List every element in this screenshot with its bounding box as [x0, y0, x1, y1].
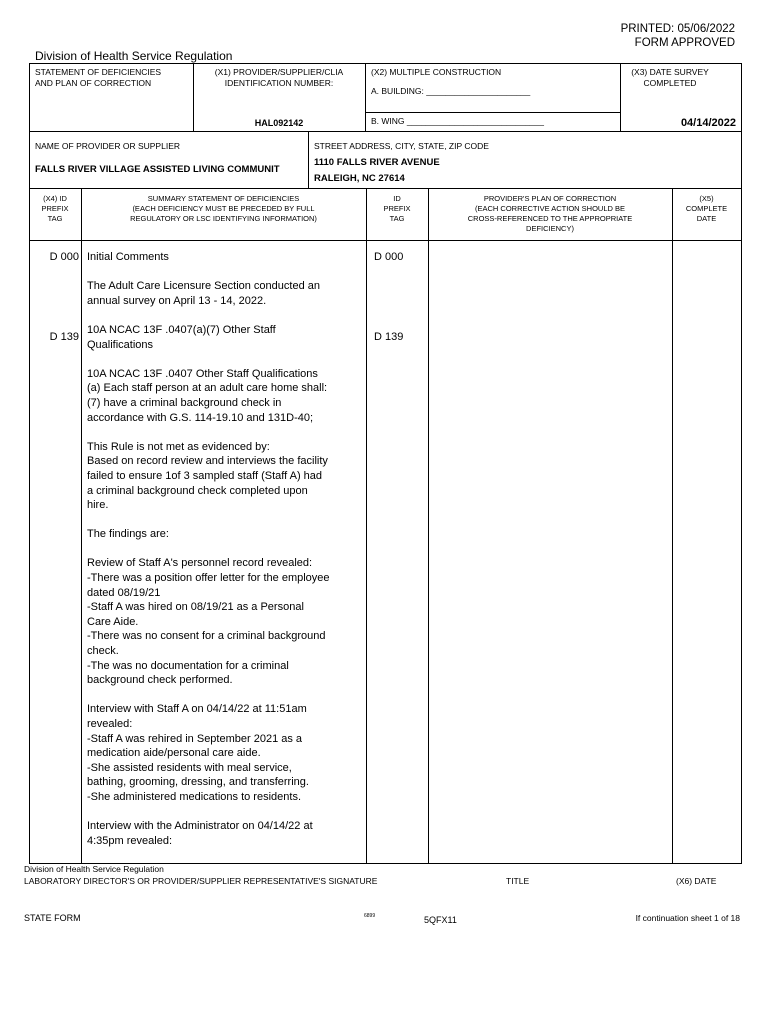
tag-d139-right: D 139 — [374, 331, 404, 343]
agency-title: Division of Health Service Regulation — [35, 49, 233, 63]
statement-label: STATEMENT OF DEFICIENCIES AND PLAN OF CORRECTION — [35, 67, 162, 88]
rule-title: 10A NCAC 13F .0407(a)(7) Other Staff Qualifications — [87, 323, 276, 351]
staff-a-interview: Interview with Staff A on 04/14/22 at 11:51am revealed: -Staff A was rehired in September 2021 as a medication aide/personal care aide. -She assisted residents with meal service, bathing, grooming, dressing, and transferring. -She administered medications to residents. — [87, 703, 309, 803]
provider-name: FALLS RIVER VILLAGE ASSISTED LIVING COMMUNIT — [35, 164, 280, 175]
wing-label: B. WING _____________________________ — [371, 116, 544, 126]
findings-heading: The findings are: — [87, 528, 169, 541]
address-line2: RALEIGH, NC 27614 — [314, 173, 405, 184]
survey-paragraph: The Adult Care Licensure Section conducted an annual survey on April 13 - 14, 2022. — [87, 280, 320, 307]
printed-date: PRINTED: 05/06/2022 — [620, 23, 735, 35]
col-x4-header: (X4) ID PREFIX TAG — [41, 194, 69, 223]
tag-d000-right: D 000 — [374, 251, 404, 263]
not-met-paragraph: This Rule is not met as evidenced by: Based on record review and interviews the facility failed to ensure 1of 3 sampled staff (Staff A) had a criminal background check completed upon hire. — [87, 440, 328, 512]
form-number: 6899 — [364, 913, 376, 919]
rule-text: 10A NCAC 13F .0407 Other Staff Qualifications (a) Each staff person at an adult care home shall: (7) have a criminal background check in accordance with G.S. 114-19.10 and 131D-40; — [87, 367, 328, 424]
tag-d000: D 000 — [49, 251, 79, 263]
col-id-header: ID PREFIX TAG — [383, 194, 411, 223]
tag-d139: D 139 — [49, 331, 79, 343]
footer-agency: Division of Health Service Regulation — [24, 864, 164, 874]
provider-name-label: NAME OF PROVIDER OR SUPPLIER — [35, 141, 180, 151]
x3-value: 04/14/2022 — [680, 117, 736, 129]
summary-text — [87, 250, 365, 863]
address-label: STREET ADDRESS, CITY, STATE, ZIP CODE — [314, 141, 489, 151]
state-form: STATE FORM — [24, 913, 81, 923]
signature-label: LABORATORY DIRECTOR'S OR PROVIDER/SUPPLIER REPRESENTATIVE'S SIGNATURE — [24, 876, 378, 886]
col-x5-header: (X5) COMPLETE DATE — [685, 194, 728, 223]
form-code: 5QFX11 — [424, 915, 457, 925]
personnel-review: Review of Staff A's personnel record revealed: -There was a position offer letter for the employee dated 08/19/21 -Staff A was hired on 08/19/21 as a Personal Care Aide. -There was no consent for a criminal background check. -The was no documentation for a criminal background check performed. — [87, 557, 330, 687]
x6-date-label: (X6) DATE — [676, 876, 717, 886]
title-label: TITLE — [506, 876, 530, 886]
col-summary-header: SUMMARY STATEMENT OF DEFICIENCIES (EACH DEFICIENCY MUST BE PRECEDED BY FULL REGULATORY OR LSC IDENTIFYING INFORMATION) — [130, 194, 317, 223]
col-plan-header: PROVIDER'S PLAN OF CORRECTION (EACH CORRECTIVE ACTION SHOULD BE CROSS-REFERENCED TO THE APPROPRIATE DEFICIENCY) — [467, 194, 633, 233]
address-line1: 1110 FALLS RIVER AVENUE — [314, 157, 440, 168]
x3-label: (X3) DATE SURVEY COMPLETED — [631, 67, 709, 88]
x1-label: (X1) PROVIDER/SUPPLIER/CLIA IDENTIFICATION NUMBER: — [214, 67, 344, 88]
x1-value: HAL092142 — [254, 118, 304, 128]
administrator-interview: Interview with the Administrator on 04/14/22 at 4:35pm revealed: — [87, 820, 313, 847]
continuation-sheet: If continuation sheet 1 of 18 — [635, 913, 740, 923]
initial-comments: Initial Comments — [87, 251, 169, 263]
x2-label: (X2) MULTIPLE CONSTRUCTION — [371, 67, 502, 77]
building-label: A. BUILDING: ______________________ — [371, 86, 531, 96]
form-approved: FORM APPROVED — [634, 37, 735, 49]
